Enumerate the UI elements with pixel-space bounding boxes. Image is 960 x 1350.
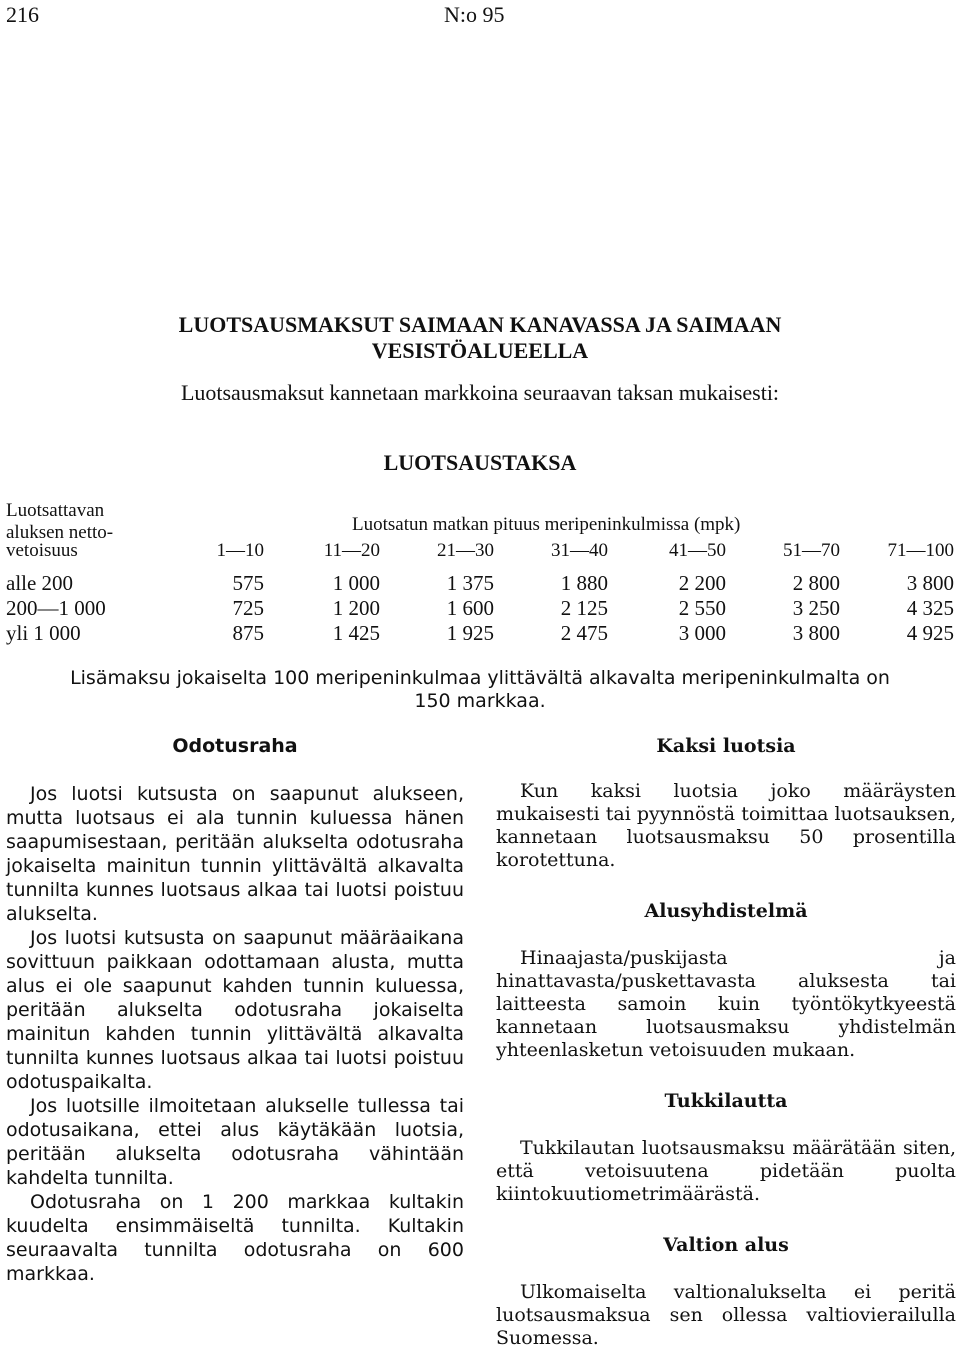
page-title-line-2: VESISTÖALUEELLA — [371, 338, 589, 363]
table-row-label: yli 1 000 — [6, 621, 81, 645]
row-header-line-2: aluksen netto- — [6, 522, 114, 543]
table-title: LUOTSAUSTAKSA — [383, 450, 577, 475]
page-title-line-1: LUOTSAUSMAKSUT SAIMAAN KANAVASSA JA SAIMAAN — [178, 312, 782, 337]
table-cell: 1 880 — [560, 571, 608, 595]
table-cell: 2 475 — [560, 621, 608, 645]
tariff-table — [0, 500, 960, 650]
table-cell: 725 — [232, 596, 264, 620]
table-cell: 1 000 — [332, 571, 380, 595]
paragraph: Hinaajasta/puskijasta ja hinattavasta/puskettavasta aluksesta tai laitteesta samoin kuin työntökytkyeestä kannetaan luotsausmaksu yhdistelmän yhteenlasketun vetoisuuden mukaan. — [496, 947, 956, 1061]
group-header: Luotsatun matkan pituus meripeninkulmissa (mpk) — [352, 514, 741, 535]
column-header: 1—10 — [216, 540, 264, 561]
heading-kaksi-luotsia: Kaksi luotsia — [656, 735, 796, 757]
paragraph: Tukkilautan luotsausmaksu määrätään siten, että vetoisuutena pidetään puolta kiintokuutiometrimäärästä. — [496, 1137, 956, 1205]
table-cell: 1 425 — [332, 621, 380, 645]
heading-tukkilautta: Tukkilautta — [664, 1090, 788, 1112]
table-cell: 1 200 — [332, 596, 380, 620]
column-header: 51—70 — [783, 540, 840, 561]
table-cell: 3 250 — [792, 596, 840, 620]
page-number: 216 — [6, 2, 39, 27]
paragraph: Jos luotsi kutsusta on saapunut määräaikana sovittuun paikkaan odottamaan alusta, mutta alus ei ole saapunut kahden tunnin kuluessa, peritään alukselta odotusraha jokaiselta mainitun kahden tunnin ylittävältä alkavalta tunnilta kunnes luotsaus alkaa tai luotsi poistuu odotuspaikalta. — [6, 927, 464, 1093]
table-cell: 1 375 — [446, 571, 494, 595]
row-header-line-3: vetoisuus — [6, 540, 78, 561]
table-cell: 4 925 — [906, 621, 954, 645]
column-header: 21—30 — [437, 540, 494, 561]
table-cell: 2 800 — [792, 571, 840, 595]
column-header: 71—100 — [887, 540, 954, 561]
surcharge-note-line-1: Lisämaksu jokaiselta 100 meripeninkulmaa ylittävältä alkavalta meripeninkulmalta on — [70, 667, 890, 689]
heading-valtion-alus: Valtion alus — [663, 1234, 789, 1256]
table-cell: 3 000 — [678, 621, 726, 645]
heading-alusyhdistelma: Alusyhdistelmä — [644, 900, 808, 922]
paragraph: Odotusraha on 1 200 markkaa kultakin kuudelta ensimmäiseltä tunnilta. Kultakin seuraavalta tunnilta odotusraha on 600 markkaa. — [6, 1191, 464, 1285]
left-column — [6, 782, 464, 1286]
table-cell: 3 800 — [792, 621, 840, 645]
right-column — [496, 735, 956, 1350]
table-cell: 2 550 — [678, 596, 726, 620]
table-cell: 3 800 — [906, 571, 954, 595]
paragraph: Jos luotsi kutsusta on saapunut alukseen, mutta luotsaus ei ala tunnin kuluessa hänen saapumisestaan, peritään alukselta odotusraha jokaiselta mainitun tunnin ylittävältä alkavalta tunnilta kunnes luotsaus alkaa tai luotsi poistuu alukselta. — [6, 783, 464, 925]
column-header: 31—40 — [551, 540, 608, 561]
table-cell: 575 — [232, 571, 264, 595]
paragraph: Ulkomaiselta valtionalukselta ei peritä luotsausmaksua sen ollessa valtiovierailulla Suomessa. — [496, 1281, 956, 1349]
row-header-line-1: Luotsattavan — [6, 500, 105, 521]
table-cell: 1 600 — [446, 596, 494, 620]
table-row-label: alle 200 — [6, 571, 74, 595]
table-cell: 4 325 — [906, 596, 954, 620]
column-header: 11—20 — [323, 540, 380, 561]
table-cell: 875 — [232, 621, 264, 645]
issue-number: N:o 95 — [444, 2, 505, 27]
table-cell: 1 925 — [446, 621, 494, 645]
paragraph: Jos luotsille ilmoitetaan alukselle tullessa tai odotusaikana, ettei alus käytäkään luotsia, peritään alukselta odotusraha vähintään kahdelta tunnilta. — [6, 1095, 464, 1189]
surcharge-note-line-2: 150 markkaa. — [414, 690, 546, 712]
table-cell: 2 200 — [678, 571, 726, 595]
heading-odotusraha: Odotusraha — [172, 735, 298, 757]
paragraph: Kun kaksi luotsia joko määräysten mukaisesti tai pyynnöstä toimittaa luotsauksen, kannetaan luotsausmaksu 50 prosentilla korotettuna. — [496, 780, 956, 871]
table-row-label: 200—1 000 — [6, 596, 106, 620]
table-cell: 2 125 — [560, 596, 608, 620]
column-header: 41—50 — [669, 540, 726, 561]
intro-text: Luotsausmaksut kannetaan markkoina seuraavan taksan mukaisesti: — [180, 380, 780, 405]
